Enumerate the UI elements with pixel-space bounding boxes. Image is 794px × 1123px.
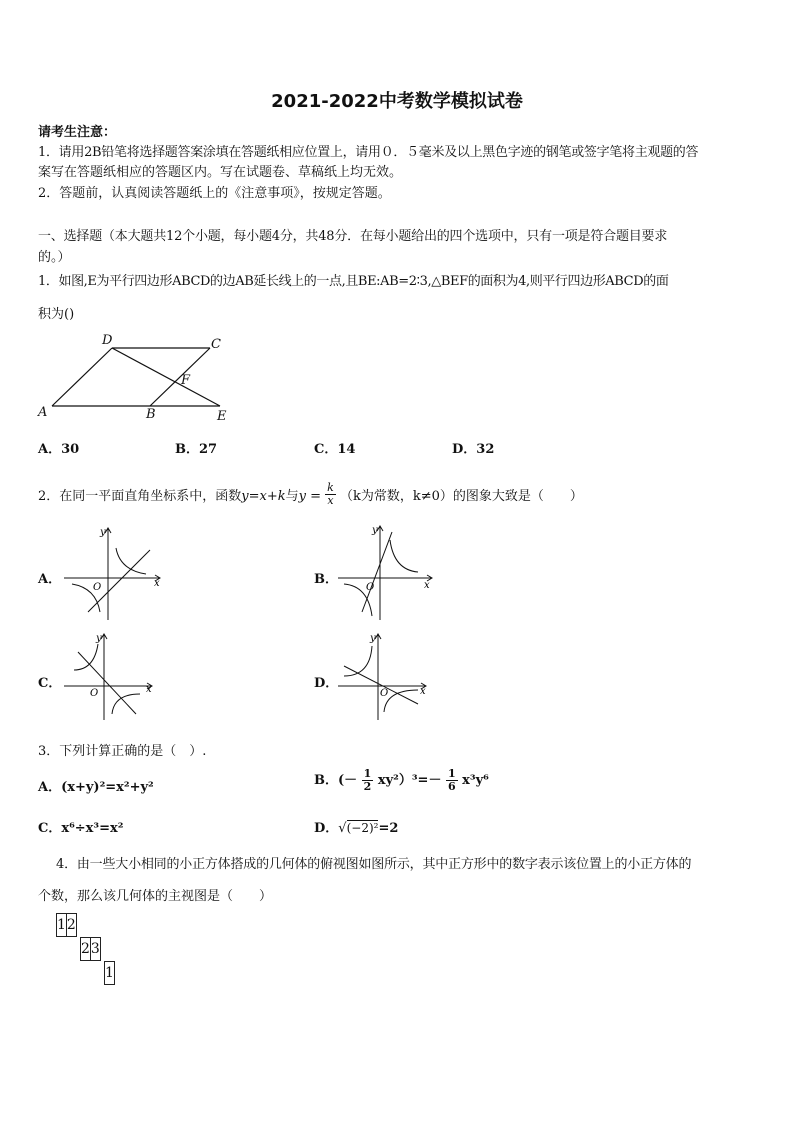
q3-option-d-label: D． xyxy=(314,821,339,836)
q3-option-b xyxy=(314,768,489,793)
question-4-line-2: 个数，那么该几何体的主视图是（ ） xyxy=(38,889,273,904)
q1-option-c: C．14 xyxy=(314,442,356,457)
notice-line-1a: 1．请用2B铅笔将选择题答案涂填在答题纸相应位置上，请用０．５毫米及以上黑色字迹的钢笔或签字笔将主观题的答 xyxy=(38,145,699,160)
notice-line-2: 2．答题前，认真阅读答题纸上的《注意事项》，按规定答题。 xyxy=(38,186,391,201)
q2-func1: y=x+k xyxy=(241,489,286,504)
q3-option-b-tail: x³y⁶ xyxy=(462,773,489,788)
q2-option-d-label: D． xyxy=(314,676,339,691)
segment-de xyxy=(112,348,220,406)
q2-option-b-label: B． xyxy=(314,572,338,587)
q3-option-a: A．(x+y)²=x²+y² xyxy=(38,780,154,795)
hyperbola-branch-1 xyxy=(74,644,98,670)
q2-prefix: 2．在同一平面直角坐标系中，函数 xyxy=(38,489,242,504)
q2-graph-a xyxy=(60,520,170,624)
q3-fraction-2 xyxy=(446,768,458,793)
section-heading-line-1: 一、选择题（本大题共12个小题，每小题4分，共48分．在每小题给出的四个选项中，只有一项是符合题目要求 xyxy=(38,229,668,244)
q2-fraction-denominator: x xyxy=(327,494,334,507)
question-3-stem: 3．下列计算正确的是（ ）. xyxy=(38,744,207,759)
origin-label: O xyxy=(90,688,99,699)
q3-radicand: (−2)² xyxy=(346,821,379,835)
notice-heading: 请考生注意： xyxy=(38,125,117,140)
segment-ad xyxy=(52,348,112,406)
origin-label: O xyxy=(93,582,102,593)
y-axis-label: y xyxy=(370,633,376,644)
question-1-line-1: 1．如图,E为平行四边形ABCD的边AB延长线上的一点,且BE:AB=2∶3,△BEF的面积为4,则平行四边形ABCD的面 xyxy=(38,274,669,289)
q2-fraction-numerator: k xyxy=(327,481,334,494)
notice-line-1b: 案写在答题纸相应的答题区内。写在试题卷、草稿纸上均无效。 xyxy=(38,165,403,180)
q2-option-c-label: C． xyxy=(38,676,62,691)
grid-cell: 2 xyxy=(66,914,76,937)
q3-fraction-1 xyxy=(362,768,374,793)
y-axis-label: y xyxy=(96,633,102,644)
x-axis-label: x xyxy=(154,578,160,589)
grid-cell: 3 xyxy=(90,938,100,961)
x-axis-label: x xyxy=(420,686,426,697)
q3-fraction-1-denominator: 2 xyxy=(363,780,372,793)
line-graph xyxy=(78,652,136,714)
point-label-e: E xyxy=(217,409,227,424)
q3-option-d: D．√(−2)²=2 xyxy=(314,821,399,836)
page-title: 2021-2022中考数学模拟试卷 xyxy=(271,91,523,112)
point-label-c: C xyxy=(211,337,221,352)
parallelogram-figure xyxy=(30,328,240,424)
q2-graph-b xyxy=(334,520,438,624)
y-axis-label: y xyxy=(100,527,106,538)
origin-label: O xyxy=(380,688,389,699)
q2-func2-lhs: y = xyxy=(298,489,322,504)
hyperbola-branch-1 xyxy=(344,646,372,676)
q3-option-b-label: B．(－ xyxy=(314,773,358,788)
question-4-line-1: 4．由一些大小相同的小正方体搭成的几何体的俯视图如图所示，其中正方形中的数字表示该位置上的小正方体的 xyxy=(56,857,692,872)
x-axis-label: x xyxy=(424,580,430,591)
q3-fraction-2-denominator: 6 xyxy=(447,780,456,793)
line-graph xyxy=(362,532,392,612)
origin-label: O xyxy=(366,582,375,593)
q1-option-a: A．30 xyxy=(38,442,80,457)
q2-connector: 与 xyxy=(285,489,299,504)
question-1-line-2: 积为() xyxy=(38,307,75,322)
hyperbola-branch-1 xyxy=(390,540,418,572)
q3-fraction-1-numerator: 1 xyxy=(363,767,372,780)
grid-cell: 2 xyxy=(81,938,91,961)
q3-option-b-middle: xy²）³=－ xyxy=(377,773,442,788)
q1-option-b: B．27 xyxy=(175,442,218,457)
q3-fraction-2-numerator: 1 xyxy=(447,767,456,780)
q2-graph-c xyxy=(60,630,160,722)
question-2-stem xyxy=(38,481,583,509)
segment-bc xyxy=(150,348,210,406)
point-label-b: B xyxy=(146,407,156,422)
q1-option-d: D．32 xyxy=(452,442,495,457)
q3-option-c: C．x⁶÷x³=x² xyxy=(38,821,124,836)
q2-paren: （k为常数，k≠0）的图象大致是（ ） xyxy=(339,489,583,504)
section-heading-line-2: 的。） xyxy=(38,250,71,265)
y-axis-label: y xyxy=(372,525,378,536)
point-label-a: A xyxy=(38,405,48,420)
q2-graph-d xyxy=(334,630,434,722)
q2-fraction xyxy=(325,482,336,507)
q2-option-a-label: A． xyxy=(38,572,62,587)
point-label-d: D xyxy=(102,333,113,348)
q3-option-d-tail: =2 xyxy=(378,821,399,836)
x-axis-label: x xyxy=(146,684,152,695)
point-label-f: F xyxy=(181,373,191,388)
grid-cell: 1 xyxy=(57,914,67,937)
hyperbola-branch-1 xyxy=(116,548,146,574)
grid-cell: 1 xyxy=(105,962,115,985)
